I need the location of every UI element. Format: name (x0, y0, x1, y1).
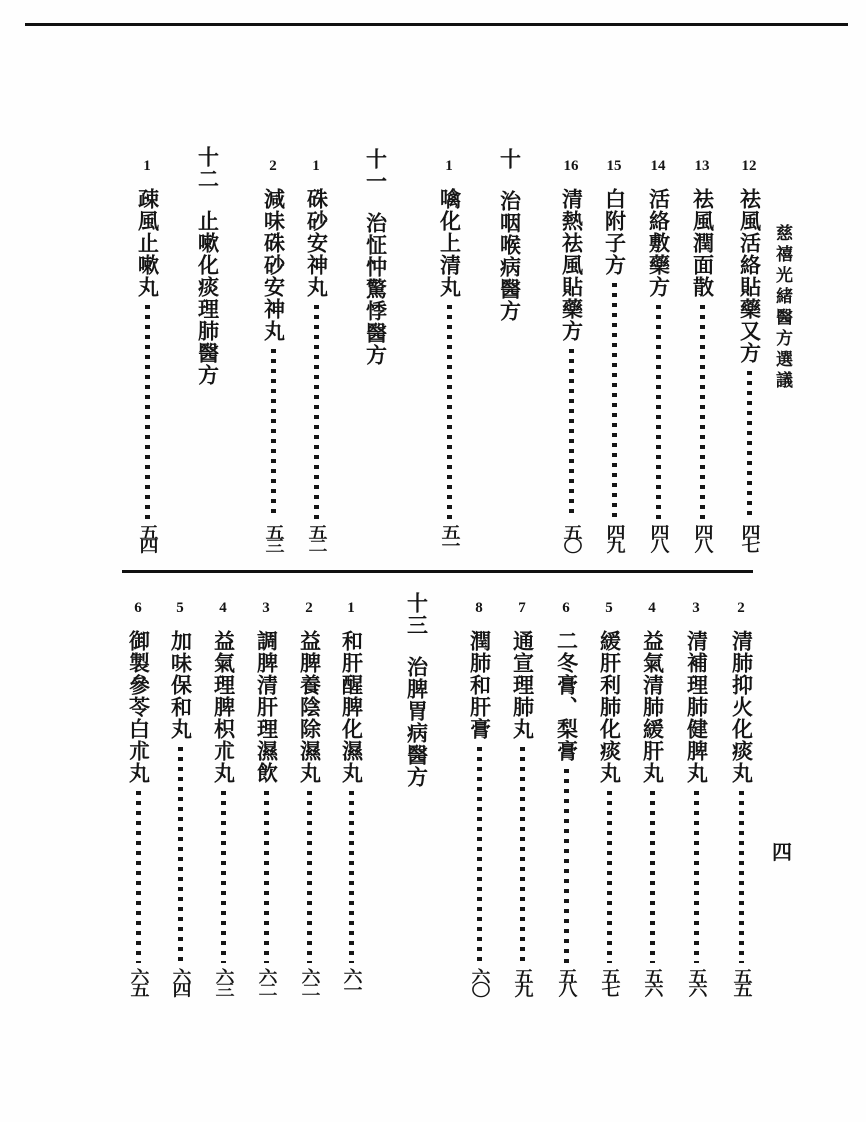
toc-entry (254, 158, 292, 558)
entry-title: 噙化上清丸 (437, 188, 462, 298)
entry-title: 白附子方 (602, 188, 627, 276)
toc-entry (247, 600, 285, 1002)
dotted-leader (477, 747, 482, 963)
entry-page-number: 五二 (305, 524, 327, 551)
entry-title: 御製參苓白朮丸 (126, 630, 151, 784)
page-top-rule (25, 23, 848, 26)
entry-page-number: 六二 (255, 968, 277, 995)
dotted-leader (700, 305, 705, 519)
toc-entry (332, 600, 370, 1002)
entry-title: 和肝醒脾化濕丸 (339, 630, 364, 784)
entry-number: 4 (648, 600, 656, 616)
running-title: 慈禧光緒醫方選議 (773, 224, 792, 392)
section-title: 止嗽化痰理肺醫方 (195, 210, 220, 386)
section-header (356, 148, 394, 366)
entry-number: 1 (312, 158, 320, 174)
toc-entry (430, 158, 468, 558)
entry-title: 潤肺和肝膏 (467, 630, 492, 740)
entry-page-number: 五九 (511, 968, 533, 995)
toc-entry (677, 600, 715, 1002)
dotted-leader (145, 305, 150, 519)
entry-page-number: 六三 (212, 968, 234, 995)
entry-title: 通宣理肺丸 (510, 630, 535, 740)
dotted-leader (694, 791, 699, 963)
entry-page-number: 五〇 (560, 524, 582, 551)
entry-page-number: 四九 (603, 524, 625, 551)
toc-entry (503, 600, 541, 1002)
dotted-leader (136, 791, 141, 963)
entry-number: 5 (176, 600, 184, 616)
dotted-leader (314, 305, 319, 519)
dotted-leader (271, 349, 276, 519)
entry-title: 清補理肺健脾丸 (684, 630, 709, 784)
entry-number: 15 (606, 158, 622, 174)
dotted-leader (607, 791, 612, 963)
entry-page-number: 六二 (298, 968, 320, 995)
section-number: 十三 (404, 592, 429, 636)
section-header (397, 592, 435, 788)
entry-number: 12 (741, 158, 757, 174)
entry-page-number: 五七 (598, 968, 620, 995)
entry-title: 緩肝利肺化痰丸 (597, 630, 622, 784)
entry-page-number: 五六 (641, 968, 663, 995)
section-number: 十二 (195, 146, 220, 190)
entry-page-number: 五四 (136, 524, 158, 551)
dotted-leader (650, 791, 655, 963)
entry-page-number: 六一 (340, 968, 362, 995)
entry-page-number: 六五 (127, 968, 149, 995)
entry-number: 1 (143, 158, 151, 174)
entry-page-number: 五三 (262, 524, 284, 551)
section-title: 治咽喉病醫方 (497, 190, 522, 322)
entry-title: 祛風活絡貼藥又方 (737, 188, 762, 364)
entry-number: 13 (694, 158, 710, 174)
entry-title: 祛風潤面散 (690, 188, 715, 298)
entry-number: 7 (518, 600, 526, 616)
entry-number: 14 (650, 158, 666, 174)
toc-entry (730, 158, 768, 558)
entry-page-number: 四七 (738, 524, 760, 551)
entry-title: 調脾清肝理濕飲 (254, 630, 279, 784)
dotted-leader (747, 371, 752, 519)
entry-title: 活絡敷藥方 (646, 188, 671, 298)
section-title: 治脾胃病醫方 (404, 656, 429, 788)
entry-page-number: 五一 (438, 524, 460, 551)
toc-entry (683, 158, 721, 558)
toc-entry (460, 600, 498, 1002)
entry-number: 3 (262, 600, 270, 616)
dotted-leader (178, 747, 183, 963)
toc-entry (595, 158, 633, 558)
entry-number: 2 (305, 600, 313, 616)
entry-title: 硃砂安神丸 (304, 188, 329, 298)
toc-entry (204, 600, 242, 1002)
entry-number: 5 (605, 600, 613, 616)
dotted-leader (349, 791, 354, 963)
section-number: 十 (497, 148, 522, 170)
dotted-leader (221, 791, 226, 963)
toc-entry (722, 600, 760, 1002)
entry-number: 3 (692, 600, 700, 616)
entry-number: 6 (562, 600, 570, 616)
entry-title: 清肺抑火化痰丸 (729, 630, 754, 784)
entry-title: 加味保和丸 (168, 630, 193, 740)
entry-title: 益氣理脾枳朮丸 (211, 630, 236, 784)
entry-number: 2 (269, 158, 277, 174)
toc-entry (161, 600, 199, 1002)
entry-title: 清熱祛風貼藥方 (559, 188, 584, 342)
toc-entry (119, 600, 157, 1002)
entry-number: 1 (445, 158, 453, 174)
toc-entry (290, 600, 328, 1002)
entry-title: 益脾養陰除濕丸 (297, 630, 322, 784)
entry-page-number: 六〇 (468, 968, 490, 995)
entry-title: 減味硃砂安神丸 (261, 188, 286, 342)
dotted-leader (447, 305, 452, 519)
toc-entry (590, 600, 628, 1002)
folio-number: 四 (772, 842, 792, 864)
dotted-leader (520, 747, 525, 963)
entry-title: 益氣清肺緩肝丸 (640, 630, 665, 784)
section-title: 治怔忡驚悸醫方 (363, 212, 388, 366)
entry-number: 1 (347, 600, 355, 616)
half-page-divider (122, 570, 753, 573)
section-number: 十一 (363, 148, 388, 192)
entry-number: 2 (737, 600, 745, 616)
entry-title: 疎風止嗽丸 (135, 188, 160, 298)
entry-page-number: 四八 (691, 524, 713, 551)
entry-number: 6 (134, 600, 142, 616)
dotted-leader (569, 349, 574, 519)
dotted-leader (739, 791, 744, 963)
dotted-leader (307, 791, 312, 963)
dotted-leader (564, 769, 569, 963)
toc-entry (552, 158, 590, 558)
entry-number: 16 (563, 158, 579, 174)
toc-entry (128, 158, 166, 558)
entry-number: 4 (219, 600, 227, 616)
section-header (490, 148, 528, 322)
entry-page-number: 五八 (555, 968, 577, 995)
toc-entry (633, 600, 671, 1002)
entry-page-number: 六四 (169, 968, 191, 995)
dotted-leader (264, 791, 269, 963)
dotted-leader (656, 305, 661, 519)
entry-page-number: 五六 (685, 968, 707, 995)
toc-entry (547, 600, 585, 1002)
entry-page-number: 四八 (647, 524, 669, 551)
entry-page-number: 五五 (730, 968, 752, 995)
dotted-leader (612, 283, 617, 519)
toc-entry (639, 158, 677, 558)
section-header (188, 146, 226, 386)
entry-number: 8 (475, 600, 483, 616)
entry-title: 二冬膏、梨膏 (554, 630, 579, 762)
toc-entry (297, 158, 335, 558)
